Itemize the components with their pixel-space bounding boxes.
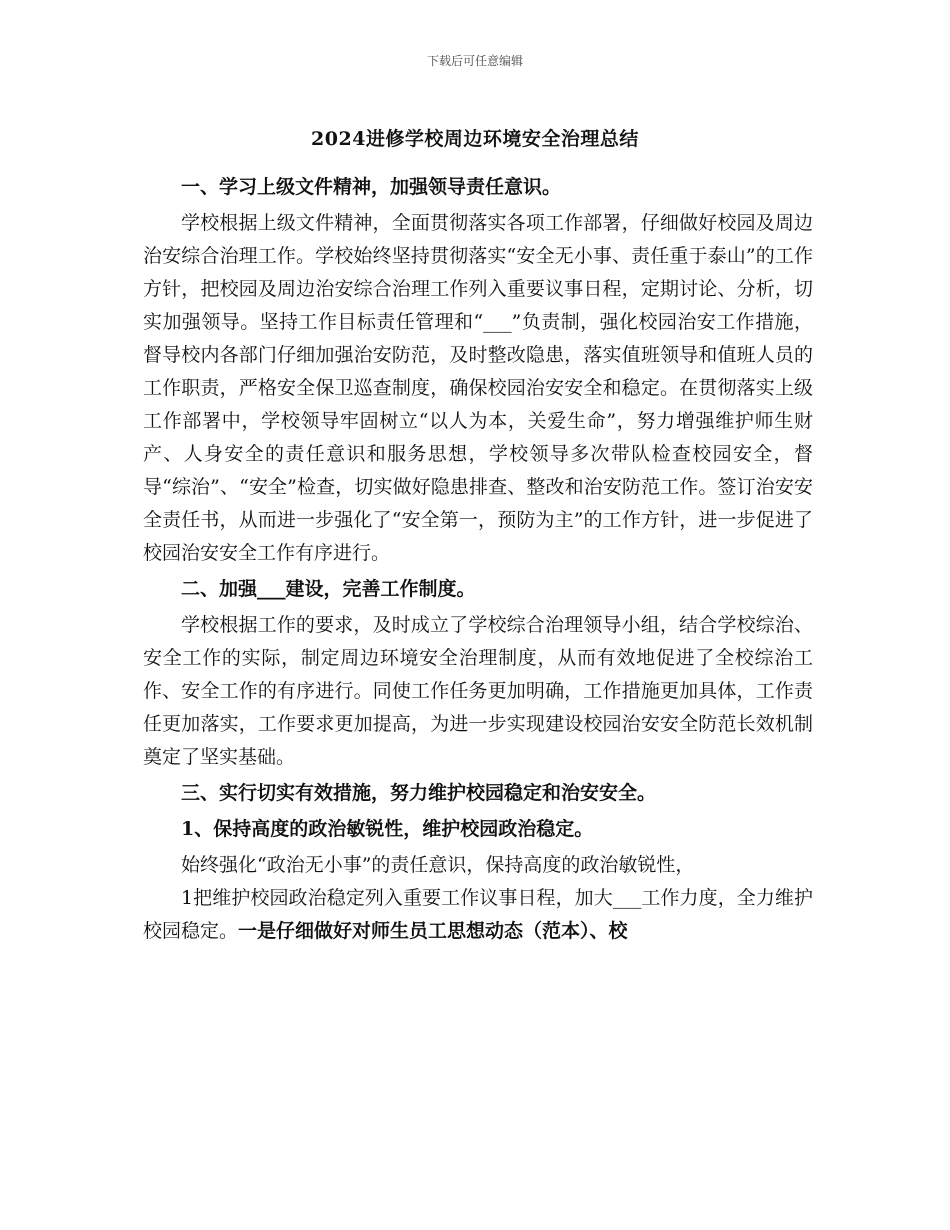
document-body — [143, 168, 813, 948]
paragraph-4-text: 1把维护校园政治稳定列入重要工作议事日程，加大___工作力度，全力维护校园稳定。 — [143, 887, 813, 942]
document-title: 2024进修学校周边环境安全治理总结 — [311, 128, 639, 150]
paragraph-4 — [143, 882, 813, 948]
paragraph-2: 学校根据工作的要求，及时成立了学校综合治理领导小组，结合学校综治、安全工作的实际，制定周边环境安全治理制度，从而有效地促进了全校综治工作、安全工作的有序进行。同使工作任务更加明确，工作措施更加具体，工作责任更加落实，工作要求更加提高，为进一步实现建设校园治安安全防范长效机制奠定了坚实基础。 — [143, 614, 813, 768]
section-heading-2: 二、加强___建设，完善工作制度。 — [181, 578, 476, 600]
paragraph-4-bold-text: 一是仔细做好对师生员工思想动态（范本）、校 — [238, 920, 628, 942]
paragraph-3: 始终强化“政治无小事”的责任意识，保持高度的政治敏锐性， — [181, 854, 695, 876]
section-heading-1: 一、学习上级文件精神，加强领导责任意识。 — [181, 176, 562, 198]
header-note: 下载后可任意编辑 — [426, 54, 523, 68]
paragraph-1: 学校根据上级文件精神，全面贯彻落实各项工作部署，仔细做好校园及周边治安综合治理工作。学校始终坚持贯彻落实“安全无小事、责任重于泰山”的工作方针，把校园及周边治安综合治理工作列入重要议事日程，定期讨论、分析，切实加强领导。坚持工作目标责任管理和“___”负责制，强化校园治安工作措施，督导校内各部门仔细加强治安防范，及时整改隐患，落实值班领导和值班人员的工作职责，严格安全保卫巡查制度，确保校园治安安全和稳定。在贯彻落实上级工作部署中，学校领导牢固树立“以人为本，关爱生命”，努力增强维护师生财产、人身安全的责任意识和服务思想，学校领导多次带队检查校园安全，督导“综治”、“安全”检查，切实做好隐患排查、整改和治安防范工作。签订治安安全责任书，从而进一步强化了“安全第一，预防为主”的工作方针，进一步促进了校园治安安全工作有序进行。 — [143, 212, 813, 564]
section-heading-3: 三、实行切实有效措施，努力维护校园稳定和治安安全。 — [181, 782, 657, 804]
subsection-heading-1: 1、保持高度的政治敏锐性，维护校园政治稳定。 — [181, 818, 594, 840]
